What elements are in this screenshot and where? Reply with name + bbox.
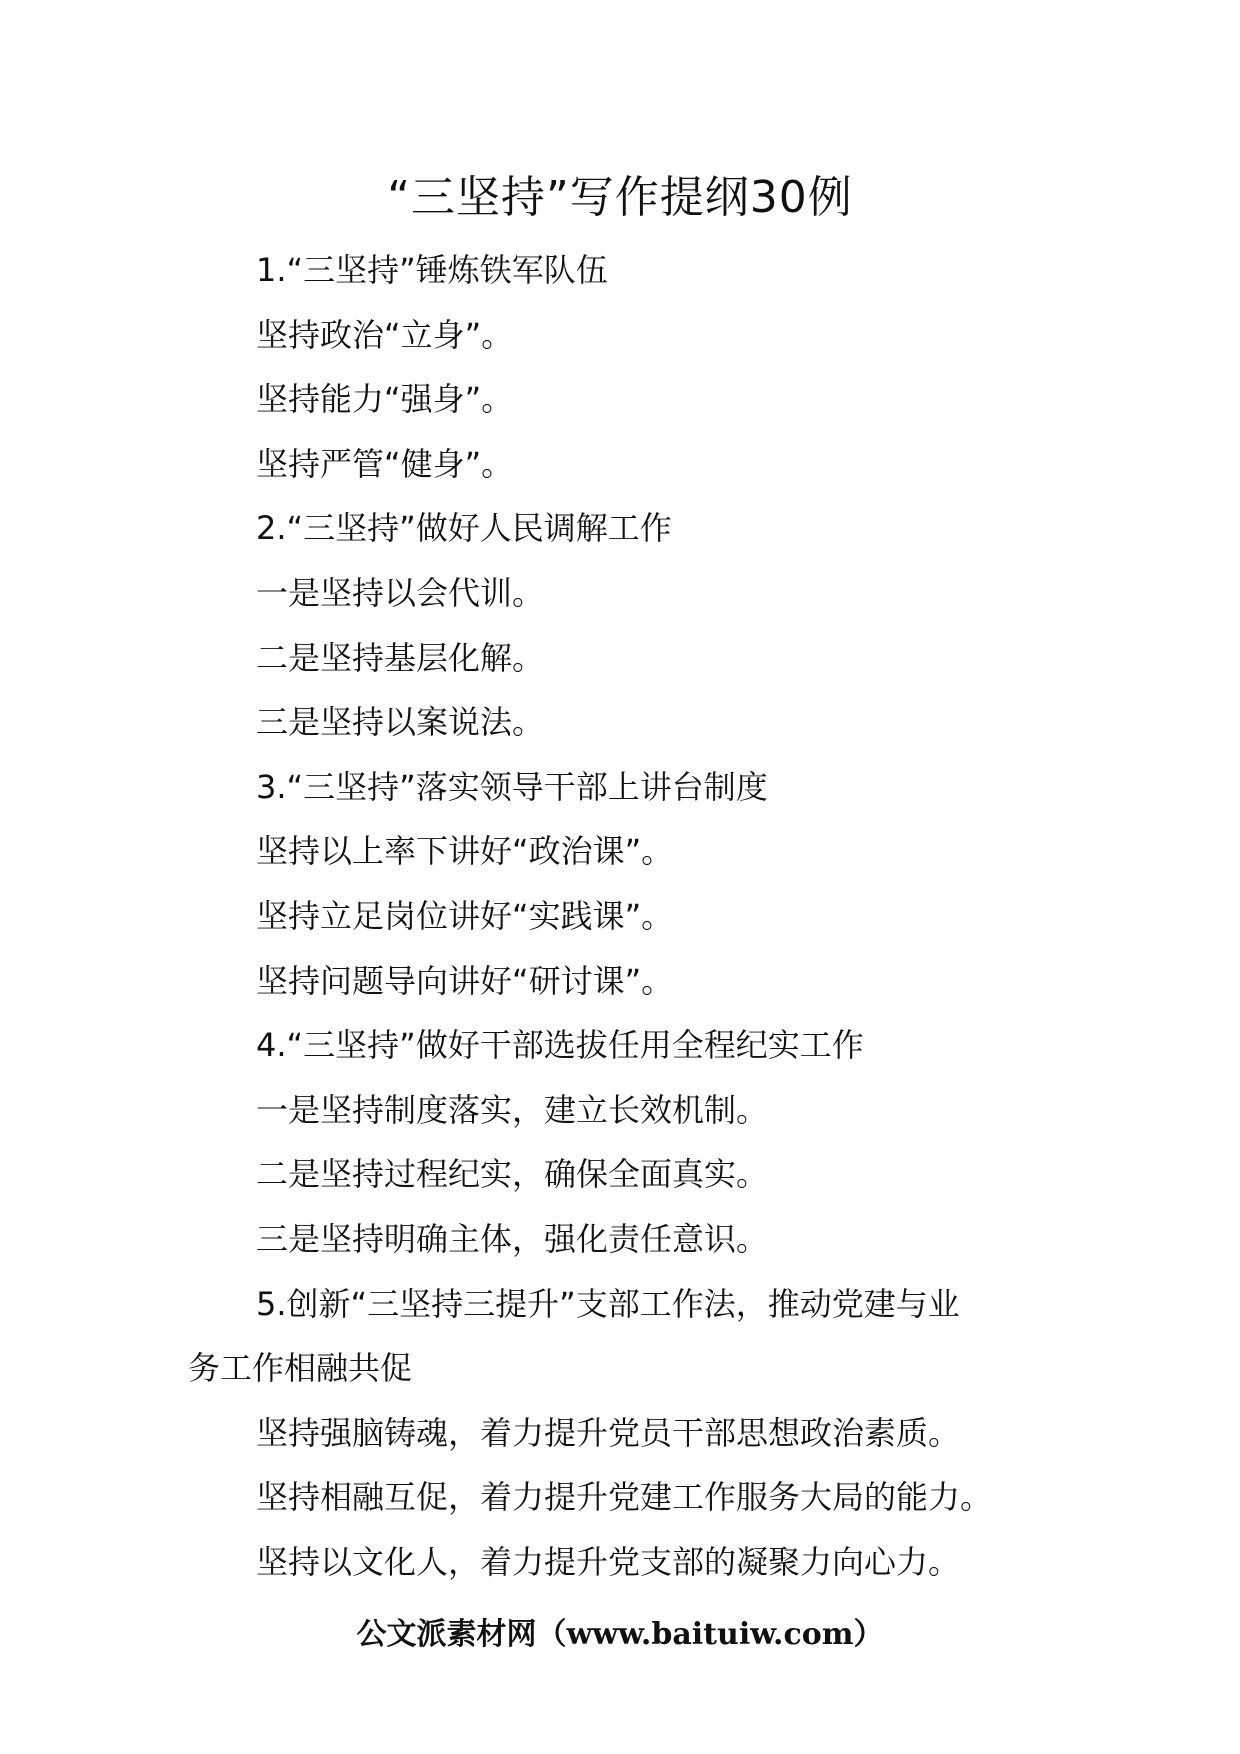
paragraph-line: 二是坚持基层化解。 (256, 638, 545, 677)
paragraph-line: 二是坚持过程纪实，确保全面真实。 (256, 1155, 769, 1194)
heading-3: 3.“三坚持”落实领导干部上讲台制度 (256, 767, 768, 806)
footer-watermark: 公文派素材网（www.baituiw.com） (356, 1617, 884, 1652)
heading-5-continuation: 务工作相融共促 (188, 1349, 413, 1388)
heading-5: 5.创新“三坚持三提升”支部工作法，推动党建与业 (256, 1284, 960, 1323)
paragraph-line: 坚持能力“强身”。 (256, 380, 514, 419)
paragraph-line: 坚持立足岗位讲好“实践课”。 (256, 896, 674, 935)
paragraph-line: 坚持以上率下讲好“政治课”。 (256, 832, 674, 871)
paragraph-line: 三是坚持以案说法。 (256, 703, 545, 742)
paragraph-line: 一是坚持制度落实，建立长效机制。 (256, 1090, 769, 1129)
paragraph-line: 一是坚持以会代训。 (256, 573, 545, 612)
heading-4: 4.“三坚持”做好干部选拔任用全程纪实工作 (256, 1026, 864, 1065)
paragraph-line: 坚持问题导向讲好“研讨课”。 (256, 961, 674, 1000)
document-title: “三坚持”写作提纲30例 (387, 172, 853, 223)
paragraph-line: 坚持相融互促，着力提升党建工作服务大局的能力。 (256, 1478, 993, 1517)
paragraph-line: 坚持严管“健身”。 (256, 444, 514, 483)
paragraph-line: 坚持强脑铸魂，着力提升党员干部思想政治素质。 (256, 1413, 961, 1452)
paragraph-line: 坚持政治“立身”。 (256, 315, 514, 354)
paragraph-line: 三是坚持明确主体，强化责任意识。 (256, 1219, 769, 1258)
heading-2: 2.“三坚持”做好人民调解工作 (256, 509, 672, 548)
paragraph-line: 坚持以文化人，着力提升党支部的凝聚力向心力。 (256, 1542, 961, 1581)
document-body (188, 238, 1068, 1594)
heading-1: 1.“三坚持”锤炼铁军队伍 (256, 251, 608, 289)
